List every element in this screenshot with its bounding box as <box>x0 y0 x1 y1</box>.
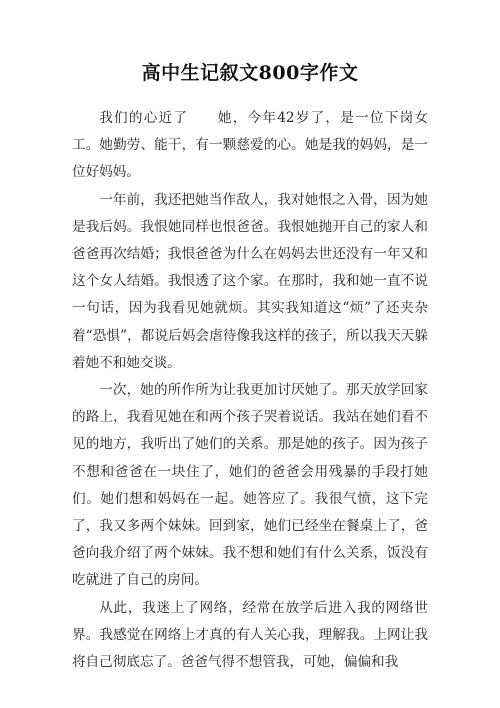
essay-paragraph-3: 一次，她的所作所为让我更加讨厌她了。那天放学回家的路上，我看见她在和两个孩子哭着说话。我站在她们看不见的地方，我听出了她们的关系。那是她的孩子。因为孩子不想和爸爸在一块住了，她们的爸爸会用残暴的手段打她们。她们想和妈妈在一起。她答应了。我很气愤，这下完了，我又多两个妹妹。回到家，她们已经坐在餐桌上了，爸爸向我介绍了两个妹妹。我不想和她们有什么关系，饭没有吃就进了自己的房间。 <box>72 382 428 589</box>
essay-paragraph-1: 我们的心近了 她，今年42岁了，是一位下岗女工。她勤劳、能干，有一颗慈爱的心。她是我的妈妈，是一位好妈妈。 <box>72 110 428 181</box>
essay-paragraph-2: 一年前，我还把她当作敌人，我对她恨之入骨，因为她是我后妈。我恨她同样也恨爸爸。我恨她抛开自己的家人和爸爸再次结婚；我恨爸爸为什么在妈妈去世还没有一年又和这个女人结婚。我恨透了这个家。在那时，我和她一直不说一句话，因为我看见她就烦。其实我知道这“烦”了还夹杂着“恐惧”，都说后妈会虐待像我这样的孩子，所以我天天躲着她不和她交谈。 <box>72 191 428 371</box>
essay-paragraph-4: 从此，我迷上了网络，经常在放学后进入我的网络世界。我感觉在网络上才真的有人关心我，理解我。上网让我将自己彻底忘了。爸爸气得不想管我，可她，偏偏和我 <box>72 599 428 671</box>
essay-title: 高中生记叙文800字作文 <box>141 62 359 84</box>
